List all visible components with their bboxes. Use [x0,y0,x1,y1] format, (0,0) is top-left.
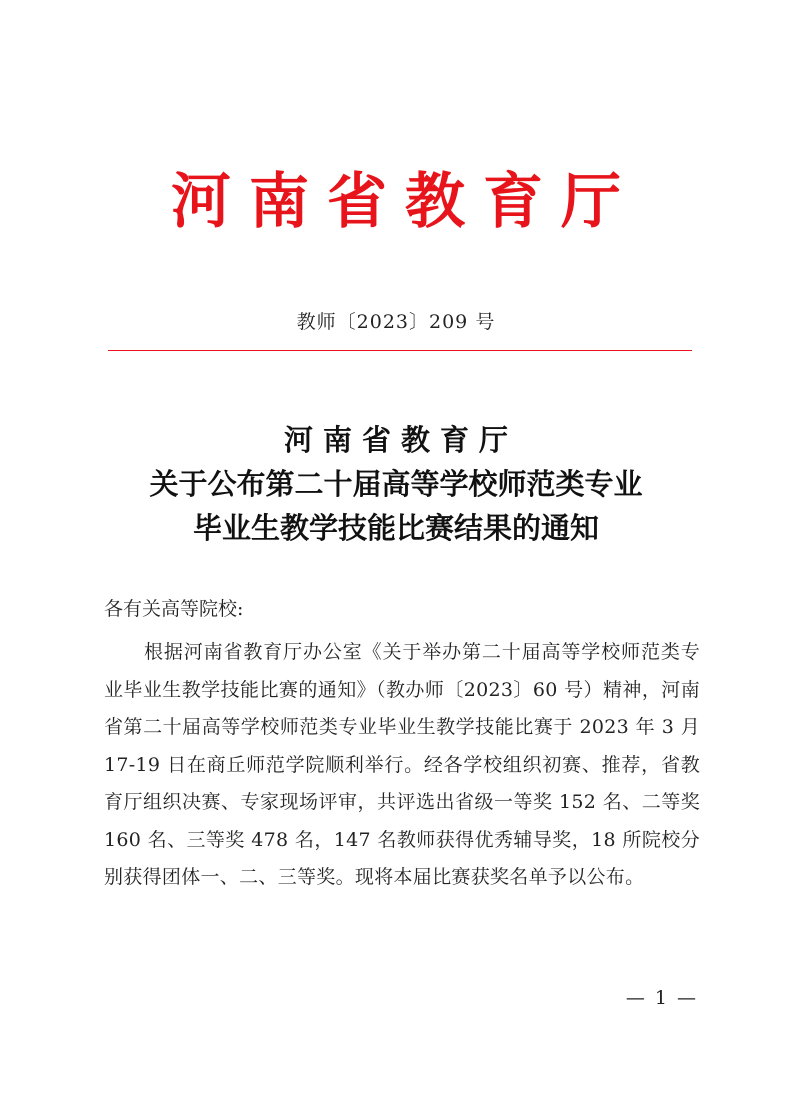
page-number: — 1 — [625,987,698,1009]
notice-title-line-3: 毕业生教学技能比赛结果的通知 [192,511,599,545]
salutation: 各有关高等院校: [104,598,244,620]
red-divider-line [108,350,692,351]
notice-title-line-1: 河南省教育厅 [283,423,518,457]
body-paragraph: 根据河南省教育厅办公室《关于举办第二十届高等学校师范类专业毕业生教学技能比赛的通知》（教办师〔2023〕60 号）精神，河南省第二十届高等学校师范类专业毕业生教学技能比赛于 2023 年 3 月 17-19 日在商丘师范学院顺利举行。经各学校组织初赛、推荐，省教育厅组织决赛、专家现场评审，共评选出省级一等奖 152 名、二等奖 160 名、三等奖 478 名，147 名教师获得优秀辅导奖，18 所院校分别获得团体一、二、三等奖。现将本届比赛获奖名单予以公布。 [104,641,700,888]
notice-title [0,418,792,550]
document-number: 教师〔2023〕209 号 [296,311,496,333]
masthead-title: 河南省教育厅 [171,167,639,237]
notice-title-line-2: 关于公布第二十届高等学校师范类专业 [149,467,643,501]
